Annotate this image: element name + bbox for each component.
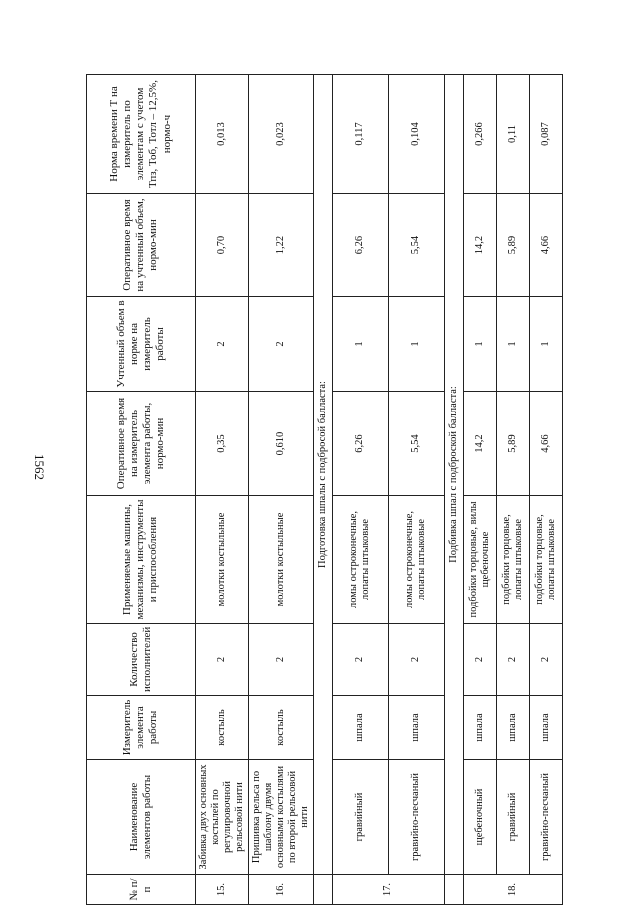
- header-row: [87, 75, 196, 905]
- workers-cell: 2: [333, 624, 389, 696]
- op-time-cell: 0,35: [195, 392, 248, 496]
- volume-cell: 1: [496, 297, 529, 392]
- op-time-cell: 5,89: [496, 392, 529, 496]
- op-time-cell: 6,26: [333, 392, 389, 496]
- section-row-18: [444, 75, 463, 905]
- workers-cell: 2: [529, 624, 562, 696]
- tools-cell: молотки костыльные: [248, 496, 314, 624]
- meter-cell: шпала: [333, 696, 389, 760]
- section-title: Подбивка шпал с подброской балласта:: [444, 75, 463, 875]
- workers-cell: 2: [195, 624, 248, 696]
- op-time-cell: 4,66: [529, 392, 562, 496]
- tools-cell: подбойки торцовые, лопаты штыковые: [529, 496, 562, 624]
- norm-cell: 0,266: [463, 75, 496, 194]
- table-row-17-b: [388, 75, 444, 905]
- header-workers: Количество исполнителей: [87, 624, 196, 696]
- op-time-cell: 14,2: [463, 392, 496, 496]
- op-time-cell: 5,54: [388, 392, 444, 496]
- op-time-volume-cell: 1,22: [248, 194, 314, 297]
- table-row-18-a: [463, 75, 496, 905]
- norm-cell: 0,117: [333, 75, 389, 194]
- section-title: Подготовка шпалы с подбросой балласта:: [314, 75, 333, 875]
- section-row-17: [314, 75, 333, 905]
- norm-cell: 0,023: [248, 75, 314, 194]
- workers-cell: 2: [496, 624, 529, 696]
- table-row-15: [195, 75, 248, 905]
- rotated-table-container: [86, 75, 563, 905]
- op-time-volume-cell: 5,89: [496, 194, 529, 297]
- op-time-volume-cell: 6,26: [333, 194, 389, 297]
- header-num: № п/п: [87, 875, 196, 905]
- meter-cell: шпала: [496, 696, 529, 760]
- meter-cell: шпала: [529, 696, 562, 760]
- header-volume: Учтенный объем в норме на измеритель работы: [87, 297, 196, 392]
- workers-cell: 2: [248, 624, 314, 696]
- volume-cell: 2: [248, 297, 314, 392]
- tools-cell: молотки костыльные: [195, 496, 248, 624]
- norm-cell: 0,104: [388, 75, 444, 194]
- header-tools: Применяемые машины, механизмы, инструменты и приспособления: [87, 496, 196, 624]
- norm-cell: 0,013: [195, 75, 248, 194]
- header-norm: Норма времени Т на измеритель по элементам с учетом Тпз, Тоб, Тотл – 12,5%, нормо-ч: [87, 75, 196, 194]
- header-meter: Измеритель элемента работы: [87, 696, 196, 760]
- page-number: 1562: [32, 454, 47, 480]
- volume-cell: 2: [195, 297, 248, 392]
- work-name: Пришивка рельса по шаблону двумя основными костылями по второй рельсовой нити: [248, 760, 314, 875]
- op-time-volume-cell: 5,54: [388, 194, 444, 297]
- row-number: 16.: [248, 875, 314, 905]
- header-op-time-volume: Оперативное время на учтенный объем, нормо-мин: [87, 194, 196, 297]
- workers-cell: 2: [463, 624, 496, 696]
- meter-cell: шпала: [463, 696, 496, 760]
- meter-cell: шпала: [388, 696, 444, 760]
- header-name: Наименование элементов работы: [87, 760, 196, 875]
- norm-table: [86, 74, 563, 905]
- table-row-18-c: [529, 75, 562, 905]
- table-row-17-a: [333, 75, 389, 905]
- table-row-18-b: [496, 75, 529, 905]
- meter-cell: костыль: [248, 696, 314, 760]
- work-name: щебеночный: [463, 760, 496, 875]
- volume-cell: 1: [463, 297, 496, 392]
- norm-cell: 0,087: [529, 75, 562, 194]
- op-time-cell: 0,610: [248, 392, 314, 496]
- row-number: 15.: [195, 875, 248, 905]
- tools-cell: подбойки торцовые, вилы щебеночные: [463, 496, 496, 624]
- work-name: гравийный: [333, 760, 389, 875]
- row-number: 18.: [463, 875, 562, 905]
- tools-cell: ломы остроконечные, лопаты штыковые: [333, 496, 389, 624]
- work-name: гравийный: [496, 760, 529, 875]
- op-time-volume-cell: 4,66: [529, 194, 562, 297]
- meter-cell: костыль: [195, 696, 248, 760]
- work-name: гравийно-песчаный: [388, 760, 444, 875]
- table-row-16: [248, 75, 314, 905]
- tools-cell: ломы остроконечные, лопаты штыковые: [388, 496, 444, 624]
- tools-cell: подбойки торцовые, лопаты штыковые: [496, 496, 529, 624]
- op-time-volume-cell: 14,2: [463, 194, 496, 297]
- row-number: 17.: [333, 875, 445, 905]
- workers-cell: 2: [388, 624, 444, 696]
- volume-cell: 1: [388, 297, 444, 392]
- volume-cell: 1: [333, 297, 389, 392]
- op-time-volume-cell: 0,70: [195, 194, 248, 297]
- work-name: Забивка двух основных костылей по регулировочной рельсовой нити: [195, 760, 248, 875]
- header-op-time: Оперативное время на измеритель элемента работы, нормо-мин: [87, 392, 196, 496]
- volume-cell: 1: [529, 297, 562, 392]
- norm-cell: 0,11: [496, 75, 529, 194]
- work-name: гравийно-песчаный: [529, 760, 562, 875]
